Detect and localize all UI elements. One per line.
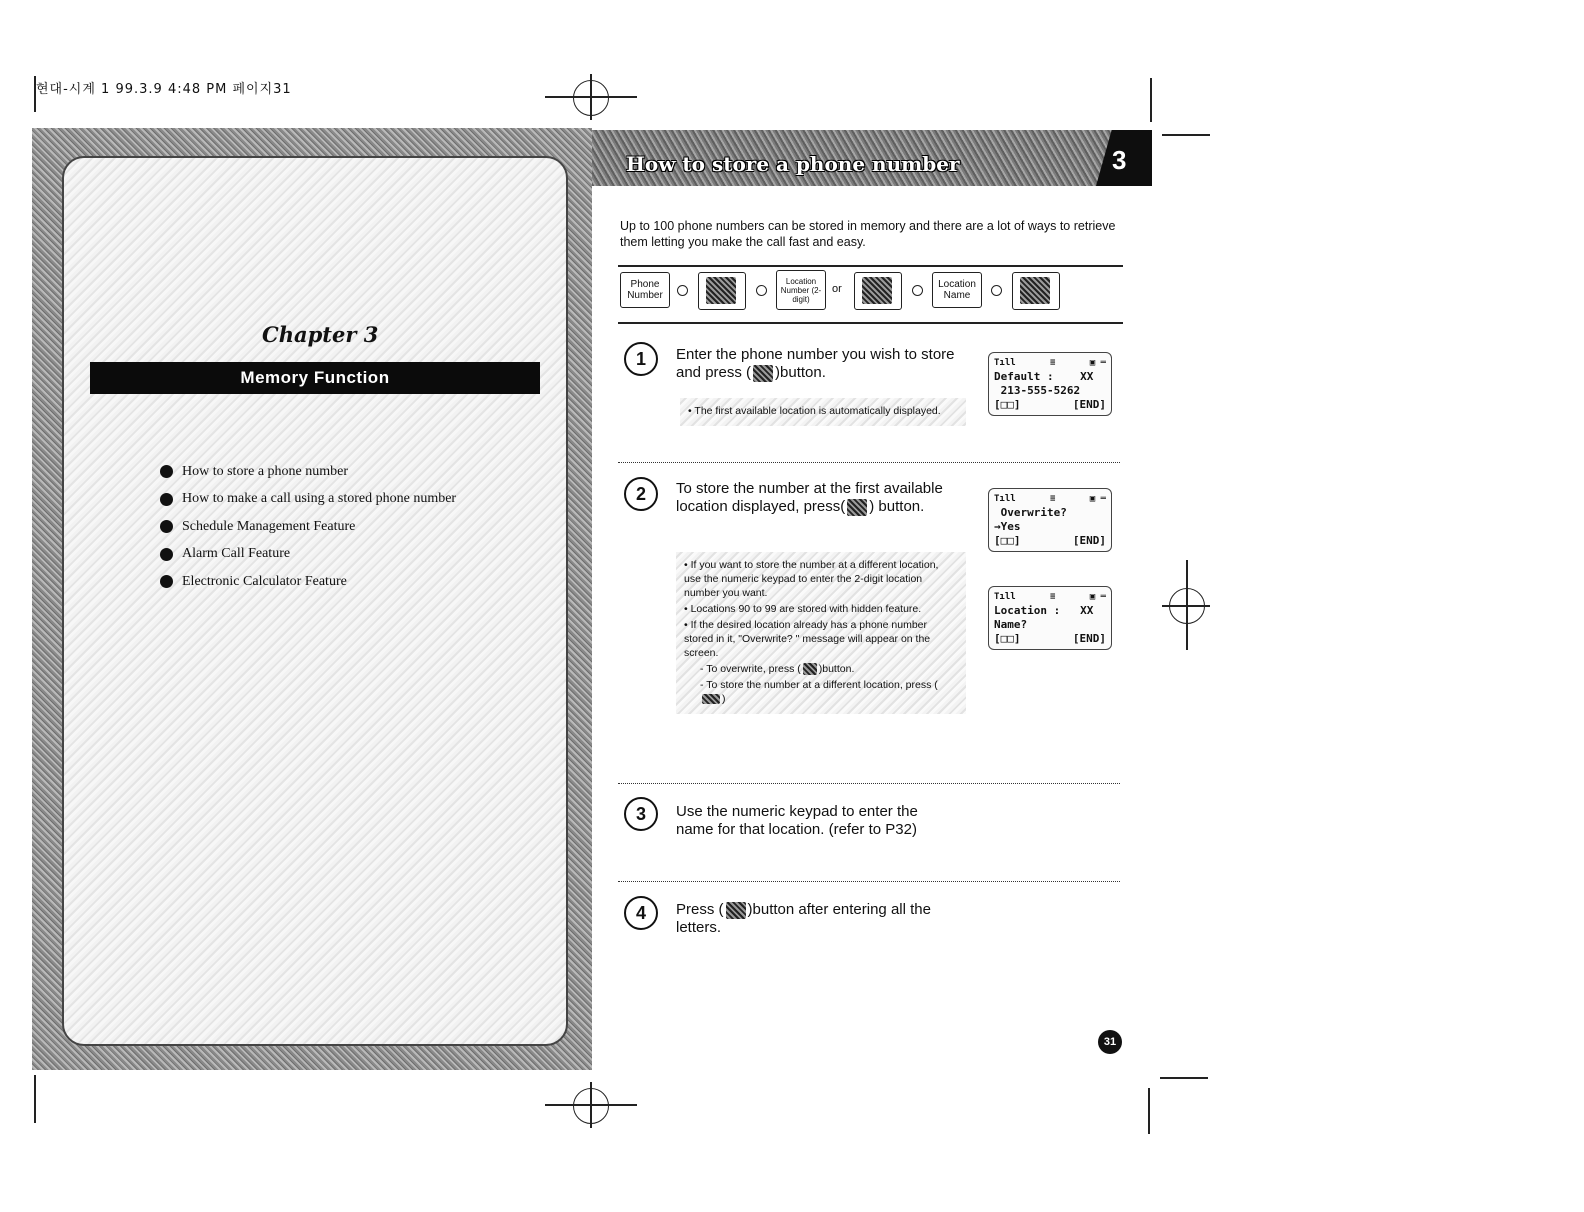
chapter-contents — [160, 458, 456, 596]
chapter-cover-panel — [62, 156, 568, 1046]
toc-item: How to store a phone number — [160, 458, 456, 486]
flow-arrow-icon — [756, 285, 767, 296]
print-header: 현대-시계 1 99.3.9 4:48 PM 페이지31 — [36, 82, 292, 97]
toc-item: How to make a call using a stored phone number — [160, 486, 456, 514]
section-title: How to store a phone number — [626, 152, 960, 176]
phone-screen: Tıll ≡ ▣ ═ Location : XX Name? [□□] [END] — [988, 586, 1112, 650]
flow-arrow-icon — [677, 285, 688, 296]
step-1-text: Enter the phone number you wish to store and press ( )button. — [676, 346, 955, 381]
bullet-icon — [160, 575, 173, 588]
store-key-icon — [1012, 272, 1060, 310]
phone-screen: Tıll ≡ ▣ ═ Default : XX 213-555-5262 [□□] [END] — [988, 352, 1112, 416]
flow-arrow-icon — [912, 285, 923, 296]
step-3-text: Use the numeric keypad to enter the name for that location. (refer to P32) — [676, 803, 918, 838]
chapter-number: 3 — [1112, 145, 1127, 175]
store-key-icon — [753, 365, 773, 382]
end-key-icon — [702, 694, 720, 704]
step-4-text: Press ( )button after entering all the letters. — [676, 901, 931, 936]
step-number: 4 — [624, 896, 658, 930]
crop-mark — [34, 76, 36, 112]
bullet-icon — [160, 548, 173, 561]
phone-screen: Tıll ≡ ▣ ═ Overwrite? →Yes [□□] [END] — [988, 488, 1112, 552]
flow-arrow-icon — [991, 285, 1002, 296]
bullet-icon — [160, 465, 173, 478]
crop-mark — [34, 1075, 36, 1123]
step-divider — [618, 462, 1120, 463]
location-name-box: Location Name — [932, 272, 982, 308]
intro-text: Up to 100 phone numbers can be stored in memory and there are a lot of ways to retrieve them letting you make the call fast and easy. — [620, 219, 1116, 249]
store-key-icon — [803, 663, 817, 675]
step-divider — [618, 881, 1120, 882]
crop-mark — [1150, 78, 1152, 122]
chapter-label: Chapter 3 — [262, 322, 379, 347]
chapter-title-bar: Memory Function — [90, 362, 540, 394]
step-divider — [618, 783, 1120, 784]
crop-mark — [1160, 1077, 1208, 1079]
store-key-icon — [847, 499, 867, 516]
bullet-icon — [160, 493, 173, 506]
step-number: 3 — [624, 797, 658, 831]
step-number: 1 — [624, 342, 658, 376]
divider — [618, 265, 1123, 267]
store-key-icon — [698, 272, 746, 310]
step-2-text: To store the number at the first available location displayed, press( ) button. — [676, 480, 943, 515]
store-key-icon — [854, 272, 902, 310]
divider — [618, 322, 1123, 324]
toc-item: Alarm Call Feature — [160, 541, 456, 569]
location-number-box: Location Number (2-digit) — [776, 270, 826, 310]
toc-item: Electronic Calculator Feature — [160, 568, 456, 596]
step-number: 2 — [624, 477, 658, 511]
crop-mark — [1148, 1088, 1150, 1134]
crop-mark — [1162, 134, 1210, 136]
phone-number-box: Phone Number — [620, 272, 670, 308]
step-2-notes: • If you want to store the number at a different location, use the numeric keypad to enter the 2-digit location number you want. • Locations 90 to 99 are stored with hidden feature. • If the desired location already has a phone number stored in it, "Overwrite? " message will appear on the screen. - To overwrite, press ( )button. - To store the number at a different location, press () — [676, 552, 966, 714]
page-number: 31 — [1098, 1030, 1122, 1054]
bullet-icon — [160, 520, 173, 533]
toc-item: Schedule Management Feature — [160, 513, 456, 541]
flow-or: or — [832, 283, 842, 295]
step-1-note: • The first available location is automatically displayed. — [680, 398, 966, 426]
store-key-icon — [726, 902, 746, 919]
